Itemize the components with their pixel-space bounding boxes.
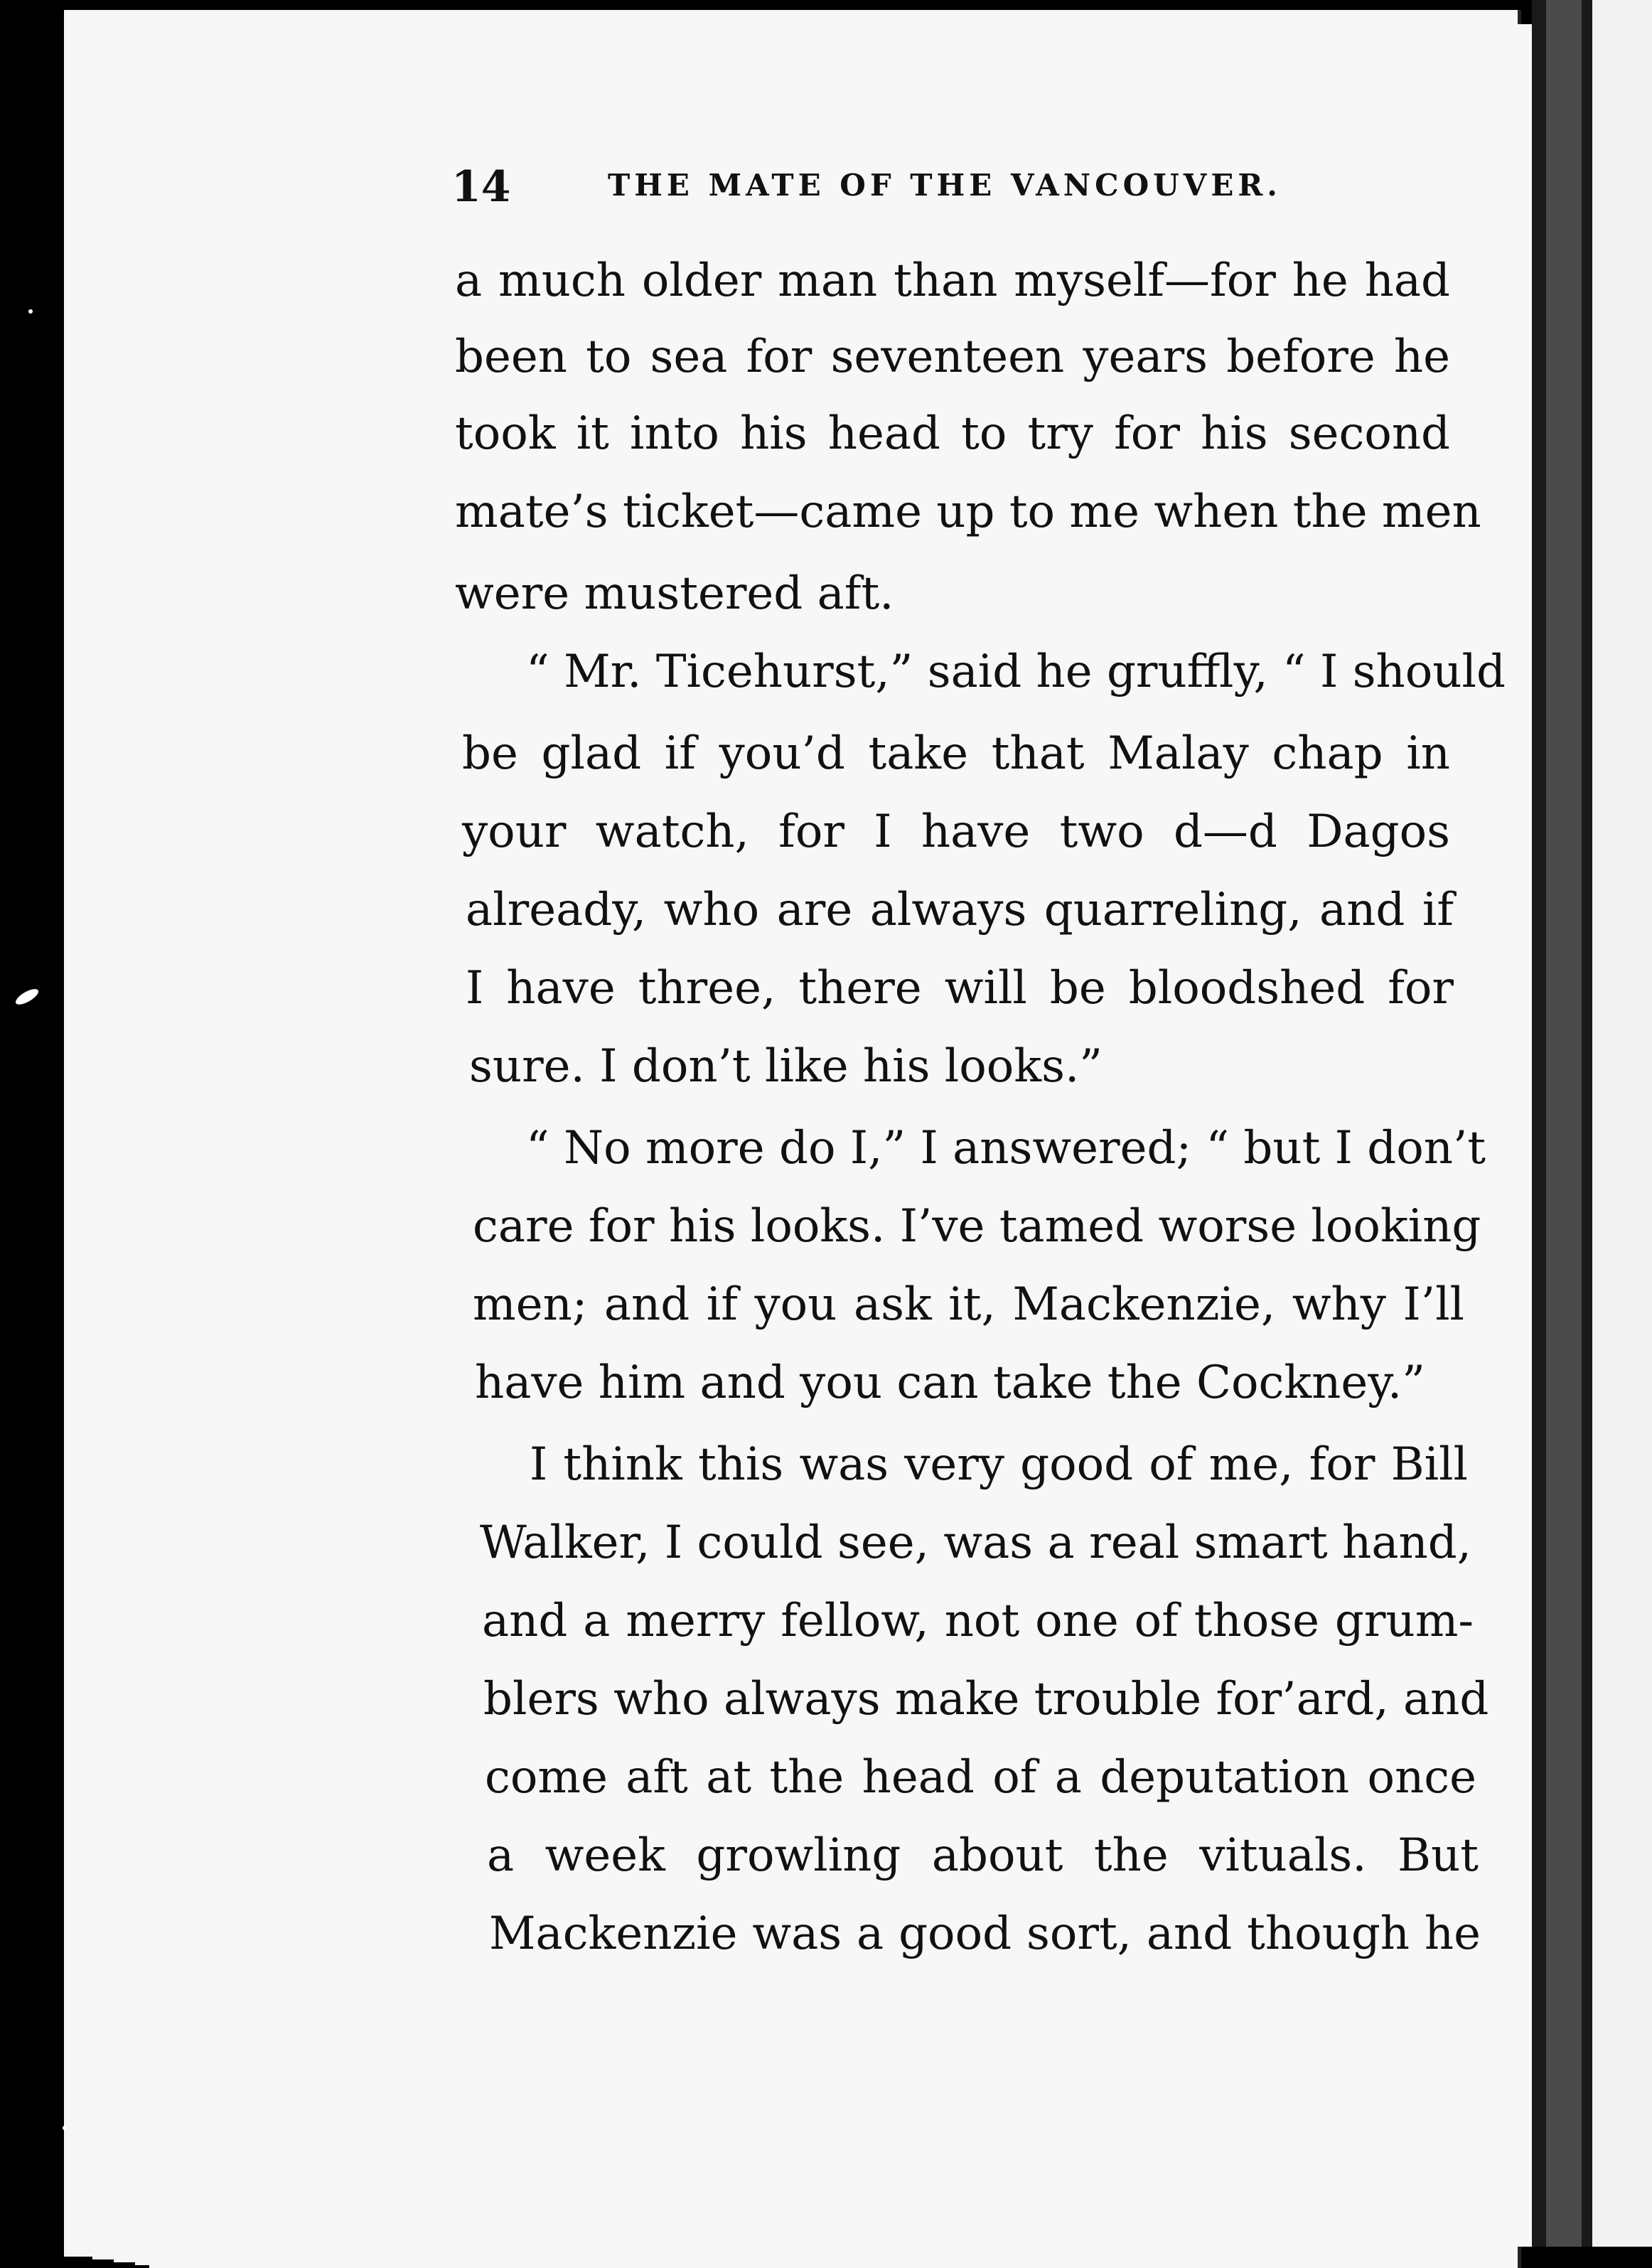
scan-speck (14, 986, 41, 1007)
text-line: Walker, I could see, was a real smart hand, (480, 1517, 1471, 1569)
text-line: and a merry fellow, not one of those grum- (482, 1595, 1474, 1647)
text-line: your watch, for I have two d—d Dagos (462, 806, 1450, 858)
text-line: come aft at the head of a deputation once (485, 1751, 1476, 1804)
text-line: I think this was very good of me, for Bill (530, 1438, 1468, 1491)
text-line: I have three, there will be bloodshed for (466, 962, 1454, 1015)
text-line: were mustered aft. (455, 567, 894, 620)
text-line: “ Mr. Ticehurst,” said he gruffly, “ I should (526, 646, 1506, 698)
text-line: have him and you can take the Cockney.” (475, 1357, 1425, 1409)
text-line: care for his looks. I’ve tamed worse looking (473, 1200, 1481, 1253)
text-line: be glad if you’d take that Malay chap in (462, 727, 1450, 780)
page-header (451, 162, 1461, 212)
facing-page-edge (1592, 0, 1652, 2247)
binding-gutter (1546, 0, 1582, 2247)
text-line: a much older man than myself—for he had (455, 255, 1450, 307)
text-line: men; and if you ask it, Mackenzie, why I’ll (473, 1278, 1464, 1331)
text-line: “ No more do I,” I answered; “ but I don’t (526, 1122, 1486, 1175)
text-line: took it into his head to try for his second (455, 407, 1450, 460)
running-head: THE MATE OF THE VANCOUVER. (608, 168, 1282, 203)
text-line: blers who always make trouble for’ard, and (483, 1673, 1489, 1726)
scan-speck (28, 309, 33, 314)
text-line: been to sea for seventeen years before he (455, 331, 1450, 383)
text-line: already, who are always quarreling, and if (466, 884, 1454, 936)
text-line: sure. I don’t like his looks.” (469, 1040, 1103, 1093)
page-number: 14 (451, 162, 511, 212)
text-line: Mackenzie was a good sort, and though he (489, 1908, 1481, 1960)
text-line: mate’s ticket—came up to me when the men (455, 486, 1481, 538)
text-line: a week growling about the vituals. But (487, 1829, 1479, 1882)
scan-speck (63, 2126, 67, 2130)
